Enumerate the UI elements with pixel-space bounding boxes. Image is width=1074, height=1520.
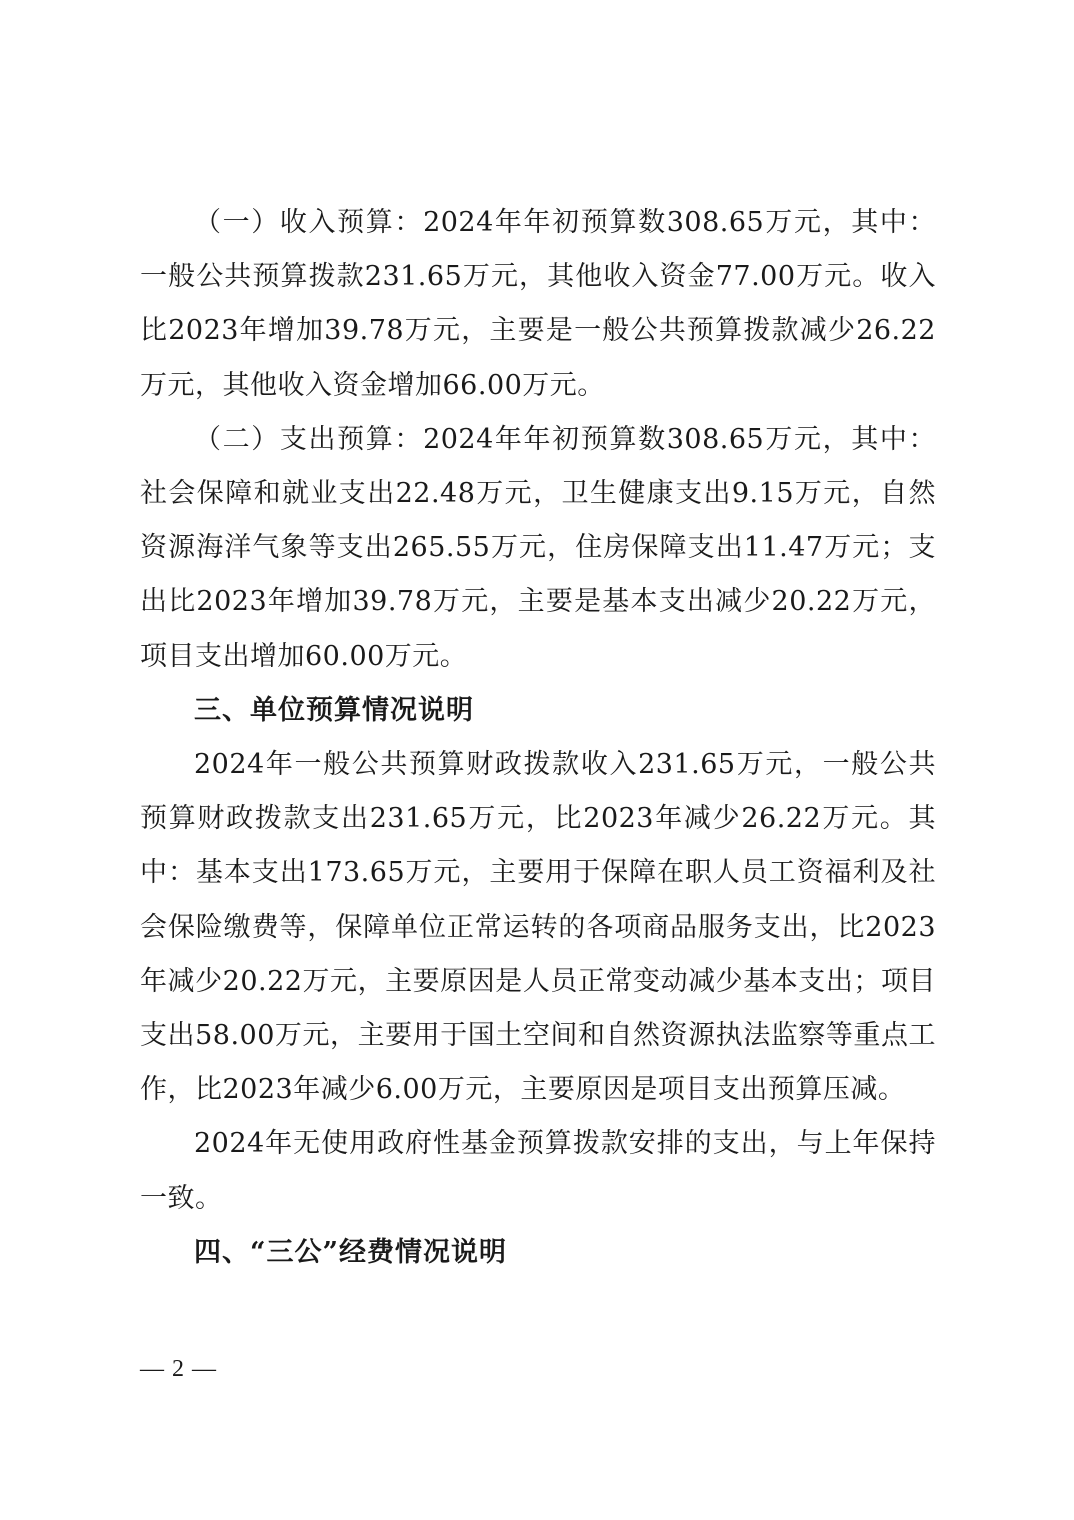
paragraph-income-budget: （一）收入预算：2024年年初预算数308.65万元，其中：一般公共预算拨款231.65万元，其他收入资金77.00万元。收入比2023年增加39.78万元，主要是一般公共预算拨款减少26.22万元，其他收入资金增加66.00万元。: [140, 207, 936, 401]
paragraph-general-budget: 2024年一般公共预算财政拨款收入231.65万元，一般公共预算财政拨款支出231.65万元，比2023年减少26.22万元。其中：基本支出173.65万元，主要用于保障在职人员工资福利及社会保险缴费等，保障单位正常运转的各项商品服务支出，比2023年减少20.22万元，主要原因是人员正常变动减少基本支出；项目支出58.00万元，主要用于国土空间和自然资源执法监察等重点工作，比2023年减少6.00万元，主要原因是项目支出预算压减。: [140, 749, 936, 1106]
section-heading-three-public-expenses: 四、“三公”经费情况说明: [194, 1236, 508, 1268]
page-number: — 2 —: [140, 1356, 217, 1382]
document-body: [140, 196, 936, 1280]
section-heading-unit-budget: 三、单位预算情况说明: [194, 694, 474, 726]
paragraph-expenditure-budget: （二）支出预算：2024年年初预算数308.65万元，其中：社会保障和就业支出22.48万元，卫生健康支出9.15万元，自然资源海洋气象等支出265.55万元，住房保障支出11.47万元；支出比2023年增加39.78万元，主要是基本支出减少20.22万元，项目支出增加60.00万元。: [140, 423, 936, 672]
paragraph-government-fund: 2024年无使用政府性基金预算拨款安排的支出，与上年保持一致。: [140, 1128, 936, 1214]
